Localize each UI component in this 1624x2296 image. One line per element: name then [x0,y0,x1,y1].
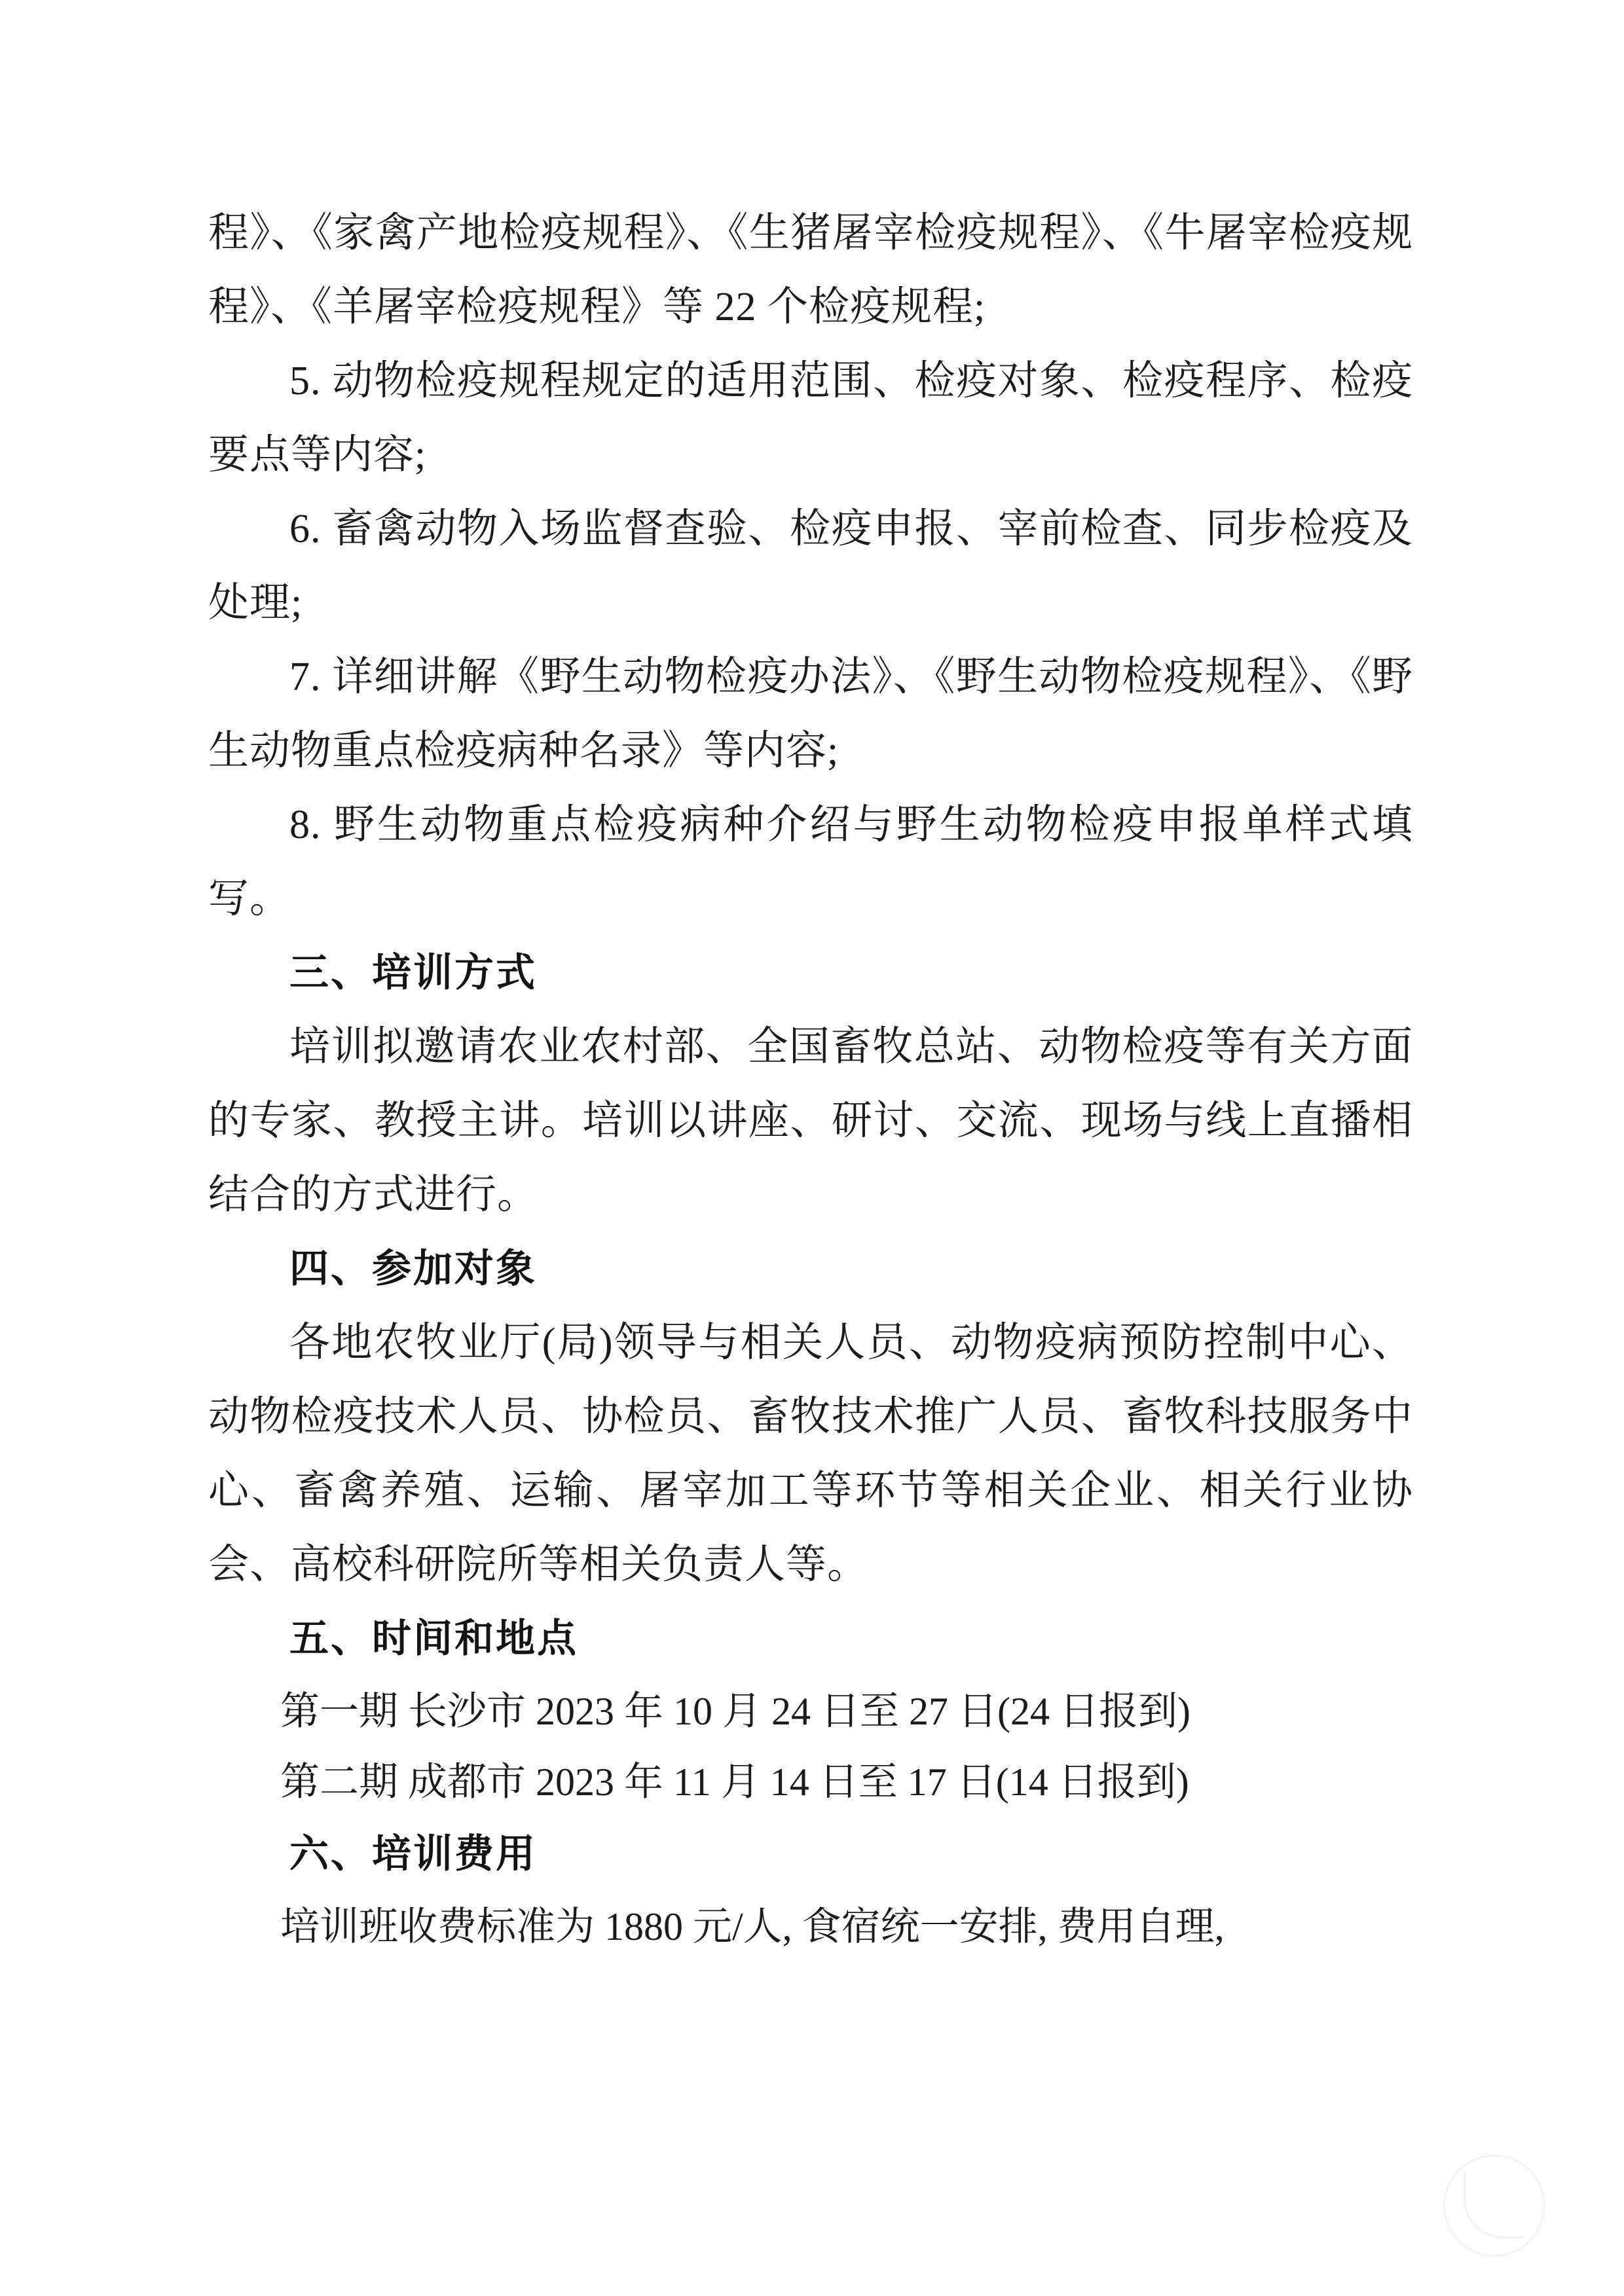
paragraph-section-six-body: 培训班收费标准为 1880 元/人, 食宿统一安排, 费用自理, [280,1905,1225,1948]
paragraph-item-6: 6. 畜禽动物入场监督查验、检疫申报、宰前检查、同步检疫及处理; [208,507,1413,625]
paragraph-regulations-continued: 程》、《家禽产地检疫规程》、《生猪屠宰检疫规程》、《牛屠宰检疫规程》、《羊屠宰检疫规程》等 22 个检疫规程; [208,211,1413,329]
paragraph-item-8: 8. 野生动物重点检疫病种介绍与野生动物检疫申报单样式填写。 [208,803,1413,921]
paragraph-section-four-body: 各地农牧业厅(局)领导与相关人员、动物疫病预防控制中心、动物检疫技术人员、协检员、畜牧技术推广人员、畜牧科技服务中心、畜禽养殖、运输、屠宰加工等环节等相关企业、相关行业协会、高校科研院所等相关负责人等。 [208,1321,1413,1587]
heading-section-three: 三、培训方式 [289,950,537,996]
heading-section-six: 六、培训费用 [289,1831,537,1877]
schedule-session-one: 第一期 长沙市 2023 年 10 月 24 日至 27 日(24 日报到) [280,1690,1190,1733]
paragraph-item-7: 7. 详细讲解《野生动物检疫办法》、《野生动物检疫规程》、《野生动物重点检疫病种名录》等内容; [208,655,1413,773]
heading-section-five: 五、时间和地点 [289,1616,578,1662]
page-watermark [1443,2155,1545,2257]
document-body [208,196,1413,1962]
paragraph-section-three-body: 培训拟邀请农业农村部、全国畜牧总站、动物检疫等有关方面的专家、教授主讲。培训以讲座、研讨、交流、现场与线上直播相结合的方式进行。 [208,1025,1413,1217]
paragraph-item-5: 5. 动物检疫规程规定的适用范围、检疫对象、检疫程序、检疫要点等内容; [208,359,1413,477]
schedule-session-two: 第二期 成都市 2023 年 11 月 14 日至 17 日(14 日报到) [280,1760,1189,1804]
heading-section-four: 四、参加对象 [289,1246,537,1292]
